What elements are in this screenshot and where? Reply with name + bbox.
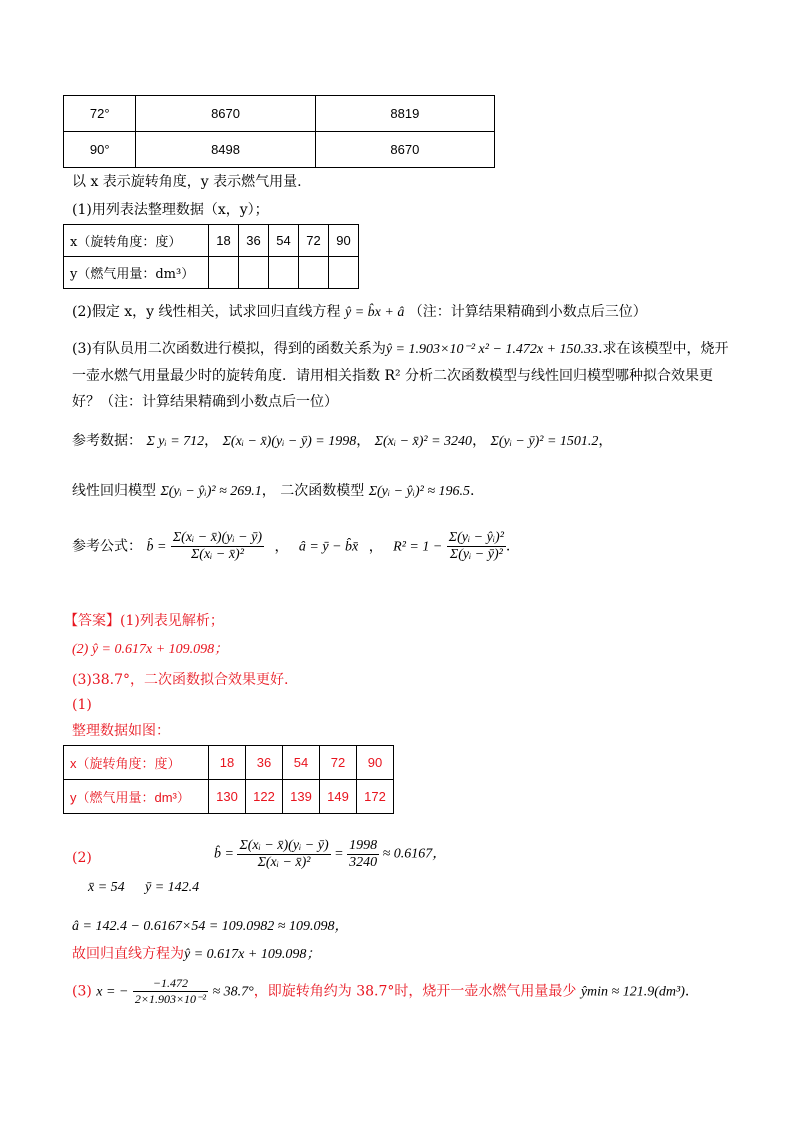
solution-1-label: (1) — [72, 697, 92, 713]
x-bar: x̄ = 54 — [88, 880, 125, 895]
a-hat-formula: â = ȳ − b̂x̄ — [298, 539, 359, 555]
a-hat-calculation: â = 142.4 − 0.6167×54 = 109.0982 ≈ 109.098， — [72, 919, 349, 934]
table-row — [64, 780, 394, 814]
table-row — [64, 132, 495, 168]
reference-formula-line: 参考公式： b̂ = $\frac{\text{Σ(xᵢ − x̄)(yᵢ − ȳ)}}{\text{Σ(xᵢ − x̄)²}}$ ， â = ȳ − b̂x̄ ， R² = 1 − $\frac{\text{Σ(yᵢ − ŷᵢ)²}}{\text{Σ(yᵢ − ȳ)²}}$ . — [72, 530, 511, 562]
table-cell — [329, 257, 359, 289]
table-cell: 54 — [269, 225, 299, 257]
solution-1-text: 整理数据如图： — [72, 723, 170, 739]
table-row — [64, 225, 359, 257]
table-cell: 8670 — [136, 96, 315, 132]
table-row — [64, 96, 495, 132]
regression-equation-result: 故回归直线方程为ŷ = 0.617x + 109.098； — [72, 946, 321, 962]
table-row — [64, 746, 394, 780]
table-cell — [269, 257, 299, 289]
reference-residual-line: 线性回归模型 Σ(yᵢ − ŷᵢ)² ≈ 269.1， 二次函数模型 Σ(yᵢ − ŷᵢ)² ≈ 196.5. — [72, 483, 475, 499]
question-2-note: （注：计算结果精确到小数点后三位） — [408, 304, 647, 320]
y-header: y（燃气用量：dm³） — [64, 780, 209, 814]
x-header: x（旋转角度：度） — [64, 225, 209, 257]
answer-line-1: 【答案】(1)列表见解析； — [64, 613, 224, 629]
table-cell: 149 — [320, 780, 357, 814]
question-3-line-3: 好？（注：计算结果精确到小数点后一位） — [72, 394, 338, 410]
table-cell — [239, 257, 269, 289]
question-2-text: (2)假定 x，y 线性相关，试求回归直线方程 — [72, 304, 341, 320]
table-row — [64, 257, 359, 289]
table-cell: 8670 — [315, 132, 494, 168]
b-hat-calculation: b̂ = $\frac{\text{Σ(xᵢ − x̄)(yᵢ − ȳ)}}{\text{Σ(xᵢ − x̄)²}}$ = $\frac{1998}{3240}$ ≈ 0.6167， — [214, 838, 447, 870]
table-cell: 130 — [209, 780, 246, 814]
filled-data-table — [63, 745, 394, 814]
answer-label: 【答案】 — [64, 613, 120, 629]
reference-data-line: 参考数据： Σ yᵢ = 712， Σ(xᵢ − x̄)(yᵢ − ȳ) = 1998， Σ(xᵢ − x̄)² = 3240， Σ(yᵢ − ȳ)² = 1501.2， — [72, 433, 613, 449]
table-cell — [299, 257, 329, 289]
table-cell: 90 — [329, 225, 359, 257]
table-cell: 54 — [283, 746, 320, 780]
table-cell: 172 — [357, 780, 394, 814]
y-bar: ȳ = 142.4 — [145, 880, 200, 895]
solution-3-line: (3) x = − $\frac{-1.472}{\text{2×1.903×10⁻²}}$ ≈ 38.7°，即旋转角约为 38.7°时，烧开一壶水燃气用量最少 ŷmin ≈ 121.9(dm³). — [72, 976, 690, 1006]
b-hat-fraction: $\frac{\text{Σ(xᵢ − x̄)(yᵢ − ȳ)}}{\text{Σ(xᵢ − x̄)²}}$ — [172, 530, 263, 562]
table-cell: 18 — [209, 746, 246, 780]
table-cell: 8498 — [136, 132, 315, 168]
table-cell: 72 — [299, 225, 329, 257]
table-cell: 72° — [64, 96, 136, 132]
table-cell: 36 — [239, 225, 269, 257]
table-cell: 36 — [246, 746, 283, 780]
question-3-line-1: (3)有队员用二次函数进行模拟，得到的函数关系为ŷ = 1.903×10⁻² x² − 1.472x + 150.33.求在该模型中，烧开 — [72, 341, 729, 357]
question-3-line-2: 一壶水燃气用量最少时的旋转角度．请用相关指数 R² 分析二次函数模型与线性回归模型哪种拟合效果更 — [72, 368, 714, 384]
answer-line-3: (3)38.7°，二次函数拟合效果更好. — [72, 672, 289, 688]
answer-line-2: (2) ŷ = 0.617x + 109.098； — [72, 642, 229, 657]
table-cell: 90 — [357, 746, 394, 780]
regression-equation-form: ŷ = b̂x + â — [345, 305, 405, 320]
question-2 — [72, 301, 647, 321]
table-cell: 90° — [64, 132, 136, 168]
table-cell: 18 — [209, 225, 239, 257]
table-cell: 72 — [320, 746, 357, 780]
table-cell: 8819 — [315, 96, 494, 132]
y-header: y（燃气用量：dm³） — [64, 257, 209, 289]
quadratic-formula: ŷ = 1.903×10⁻² x² − 1.472x + 150.33 — [385, 342, 599, 357]
top-data-table — [63, 95, 495, 168]
r2-fraction: $\frac{\text{Σ(yᵢ − ŷᵢ)²}}{\text{Σ(yᵢ − ȳ)²}}$ — [448, 530, 504, 562]
x-header: x（旋转角度：度） — [64, 746, 209, 780]
intro-text: 以 x 表示旋转角度，y 表示燃气用量. — [72, 174, 302, 190]
blank-data-table — [63, 224, 359, 289]
question-1: (1)用列表法整理数据（x，y）； — [72, 202, 269, 218]
solution-2-label: (2) — [72, 850, 92, 866]
table-cell: 122 — [246, 780, 283, 814]
table-cell — [209, 257, 239, 289]
table-cell: 139 — [283, 780, 320, 814]
